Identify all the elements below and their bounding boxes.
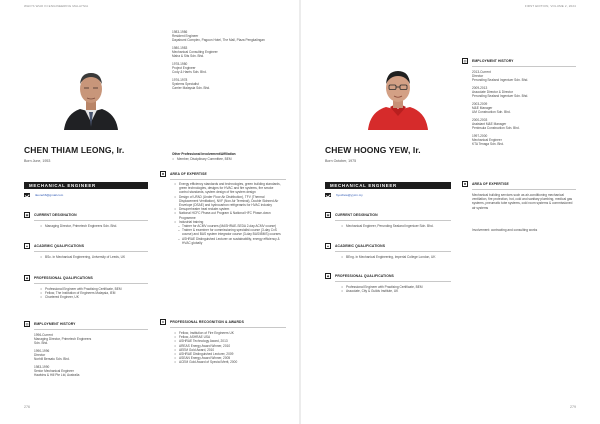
employment-years: 2000-2003 — [472, 118, 488, 122]
section-rule — [335, 220, 451, 221]
employment-entry — [472, 70, 576, 83]
academic-list-left — [40, 255, 144, 259]
profile-name-right: CHEW HOONG YEW, Ir. — [325, 145, 421, 155]
employment-org: Carrier Malaysia Sdn. Bhd. — [172, 86, 211, 91]
list-item: • Member, Disciplinary Committee, BEM — [172, 157, 284, 161]
list-item: • Desuperheater heat reclaim system — [174, 207, 282, 211]
employment-list-right — [472, 70, 576, 150]
list-subitem: – Trainer for ACMV courses (MASHRAE-SEDA 2-day ACMV course) — [174, 224, 282, 228]
list-item: • AREAS Energy Award Winner, 2010 — [174, 344, 282, 348]
discipline-bar-right: MECHANICAL ENGINEER — [325, 182, 451, 189]
graduation-cap-icon: ▲ — [25, 244, 29, 248]
section-title-academic-left: ACADEMIC QUALIFICATIONS — [34, 244, 85, 248]
employment-role: M&E Manager — [472, 106, 493, 111]
section-title-professional-right: PROFESSIONAL QUALIFICATIONS — [335, 274, 394, 278]
recognition-list-left — [174, 331, 282, 365]
page-number-right: 279 — [570, 405, 576, 409]
academic-list-right — [341, 255, 447, 259]
section-rule — [472, 66, 576, 67]
header-left: WHO'S WHO IN ENGINEERING MALAYSIA — [24, 4, 89, 8]
employment-list-left — [34, 333, 144, 381]
list-item: • Energy efficiency standards and technologies, green building standards, green technologies, designs for HVAC and fire systems, fire smoke control standards, system design of fire system design — [174, 182, 282, 195]
section-rule — [170, 327, 286, 328]
list-item: • BEng. in Mechanical Engineering, Imperial College London, UK — [341, 255, 447, 259]
employment-entry — [172, 30, 284, 43]
section-rule — [170, 179, 286, 180]
portrait-chew — [366, 60, 430, 130]
page-number-left: 276 — [24, 405, 30, 409]
email-link-left[interactable]: tleoneh6@gmail.com — [35, 193, 64, 197]
portrait-chew-image — [366, 60, 430, 130]
employment-role: Systems Specialist — [172, 82, 199, 87]
email-row-right — [325, 193, 363, 197]
section-rule — [472, 189, 576, 190]
employment-role: Mechanical Engineer — [472, 138, 502, 143]
list-item: • Fellow, The Institution of Engineers Malaysia, IEM — [40, 291, 144, 295]
section-title-employment-right: EMPLOYMENT HISTORY — [472, 59, 514, 63]
list-item: • Chartered Engineer, UK — [40, 295, 144, 299]
expertise-involvement-right: Involvement: contracting and consulting works — [472, 228, 538, 232]
building-icon: ▥ — [463, 59, 467, 63]
employment-entry — [172, 78, 284, 91]
section-rule — [34, 283, 148, 284]
portrait-chen-image — [60, 58, 122, 130]
employment-role: Resident Engineer — [172, 34, 199, 39]
professional-list-right — [341, 285, 447, 293]
employment-years: 2009-2013 — [472, 86, 488, 90]
list-item: • ACEM Gold Award of Special Merit, 2000 — [174, 360, 282, 364]
building-icon: ▥ — [25, 322, 29, 326]
employment-entry — [472, 134, 576, 147]
list-subitem: – Trainer & examiner for commissioning specialist course (3-day CxS course) and BAS system integrator course (3-day BAS/iBMS) courses — [174, 228, 282, 236]
employment-entry — [34, 365, 144, 378]
employment-years: 1978-1980 — [172, 62, 188, 66]
section-rule — [335, 251, 451, 252]
section-title-current-designation-left: CURRENT DESIGNATION — [34, 213, 77, 217]
certificate-icon: ◆ — [25, 276, 29, 280]
other-involvement-title: Other Professional Involvement/Affiliation — [172, 152, 236, 156]
employment-years: 1983-1990 — [34, 365, 50, 369]
section-rule — [335, 281, 451, 282]
profile-name-left: CHEN THIAM LEONG, Ir. — [24, 145, 125, 155]
employment-entry — [472, 86, 576, 99]
employment-org: Perunding Sealand Ingeniuer Sdn. Bhd. — [472, 94, 529, 99]
list-item: • Professional Engineer with Practising Certificate, BEM — [341, 285, 447, 289]
employment-org: Hawkins & Hill Pte Ltd, Australia — [34, 373, 80, 378]
email-link-right[interactable]: hyochew@yycm.my — [336, 193, 363, 197]
header-right: FIRST EDITION, VOLUME 2, 2024 — [524, 4, 576, 8]
gear-icon: ✱ — [161, 172, 165, 176]
employment-years: 2013-Current — [472, 70, 491, 74]
section-title-recognition-left: PROFESSIONAL RECOGNITION & AWARDS — [170, 320, 244, 324]
employment-role: Senior Mechanical Engineer — [34, 369, 74, 374]
employment-list-left-continued — [172, 30, 284, 94]
list-item: • Design of UFAD (Under Floor Air Distribution), TFV (Thermal Displacement Ventilation), NVF (Non Air Terminal), Double Skinned Air Envelope (DSAE) and hydrocarbon refrigerants for HVAC industry — [174, 195, 282, 208]
list-item: • ASHRAE Technology Award, 2013 — [174, 339, 282, 343]
employment-years: 1996-Current — [34, 333, 53, 337]
employment-org: Sdn. Bhd. — [34, 341, 48, 346]
employment-role: Assistant M&E Manager — [472, 122, 507, 127]
current-designation-list-right — [341, 224, 447, 228]
graduation-cap-icon: ▲ — [326, 244, 330, 248]
section-rule — [34, 220, 148, 221]
employment-years: 1976-1978 — [172, 78, 188, 82]
list-item: • Fellow, Institution of Fire Engineers UK — [174, 331, 282, 335]
employment-years: 2003-2009 — [472, 102, 488, 106]
employment-role: Director — [34, 353, 46, 358]
list-item: • Managing Director, Primetech Engineers Sdn. Bhd. — [40, 224, 144, 228]
section-title-employment-left: EMPLOYMENT HISTORY — [34, 322, 76, 326]
email-icon — [24, 193, 30, 197]
list-item: • Industrial training — [174, 220, 282, 224]
email-icon — [325, 193, 331, 197]
employment-org: Dayabumi Complex, Pagoon Hotel, The Mall, Plaza Pengkalingan — [172, 38, 265, 43]
birth-date-left: Born June, 1953 — [24, 159, 51, 163]
employment-entry — [172, 46, 284, 59]
discipline-bar-left: MECHANICAL ENGINEER — [24, 182, 148, 189]
list-subitem: – ASHRAE Distinguished Lecturer on sustainability, energy efficiency & HVAC globally — [174, 237, 282, 245]
section-title-expertise-right: AREA OF EXPERTISE — [472, 182, 509, 186]
employment-years: 1990-1996 — [34, 349, 50, 353]
section-title-academic-right: ACADEMIC QUALIFICATIONS — [335, 244, 386, 248]
email-row-left — [24, 193, 63, 197]
list-item: • AEEM Gold Award, 2010 — [174, 348, 282, 352]
other-involvement-list — [172, 157, 284, 161]
briefcase-icon: ▣ — [326, 213, 330, 217]
employment-role: Director — [472, 74, 484, 79]
list-item: • ASEAN Energy Award Winner, 2005 — [174, 356, 282, 360]
expertise-paragraph-right: Mechanical building services such as air-conditioning mechanical ventilation, fire protection, hot, cold and sanitary plumbing, medical gas systems, pneumatic tube systems, cold room systems & commissioned air systems — [472, 193, 573, 210]
list-item: • Fellow, ASHRAE USA — [174, 335, 282, 339]
briefcase-icon: ▣ — [25, 213, 29, 217]
employment-role: Managing Director, Primetech Engineers — [34, 337, 92, 342]
section-title-expertise-left: AREA OF EXPERTISE — [170, 172, 207, 176]
employment-years: 1997-2000 — [472, 134, 488, 138]
gear-icon: ✱ — [463, 182, 467, 186]
section-title-current-designation-right: CURRENT DESIGNATION — [335, 213, 378, 217]
list-item: • Professional Engineer with Practising Certificate, BEM — [40, 287, 144, 291]
list-item: • National HCFC Phase-out Program & National HFC Phase-down Programme — [174, 211, 282, 219]
employment-role: Project Engineer — [172, 66, 196, 71]
book-spine — [299, 0, 301, 424]
list-item: • Associate, City & Guilds Institute, UK — [341, 289, 447, 293]
list-item: • Mechanical Engineer, Perunding Sealand Ingeniuer Sdn. Bhd. — [341, 224, 447, 228]
employment-org: Cody & Harris Sdn. Bhd. — [172, 70, 207, 75]
employment-role: Mechanical Consulting Engineer — [172, 50, 218, 55]
birth-date-right: Born October, 1975 — [325, 159, 357, 163]
employment-org: Perunding Sealand Ingeniuer Sdn. Bhd. — [472, 78, 529, 83]
employment-entry — [34, 333, 144, 346]
section-rule — [34, 329, 148, 330]
employment-org: KTA Tenaga Sdn. Bhd. — [472, 142, 504, 147]
certificate-icon: ◆ — [326, 274, 330, 278]
employment-org: UM Construction Sdn. Bhd. — [472, 110, 511, 115]
employment-years: 1983-1986 — [172, 30, 188, 34]
current-designation-list-left — [40, 224, 144, 228]
employment-years: 1980-1983 — [172, 46, 188, 50]
employment-entry — [172, 62, 284, 75]
portrait-chen — [60, 58, 122, 130]
employment-entry — [34, 349, 144, 362]
employment-org: Maha & Sits Sdn. Bhd. — [172, 54, 205, 59]
list-item: • BSc. in Mechanical Engineering, University of Leeds, UK — [40, 255, 144, 259]
employment-org: Norhill Bersatu Sdn. Bhd. — [34, 357, 70, 362]
employment-org: Peninsula Construction Sdn. Bhd. — [472, 126, 520, 131]
employment-role: Associate Director & Director — [472, 90, 513, 95]
employment-entry — [472, 102, 576, 115]
employment-entry — [472, 118, 576, 131]
section-title-professional-left: PROFESSIONAL QUALIFICATIONS — [34, 276, 93, 280]
expertise-list-left — [174, 182, 282, 245]
section-rule — [34, 251, 148, 252]
list-item: • ASHRAE Distinguished Lecturer, 2009 — [174, 352, 282, 356]
professional-list-left — [40, 287, 144, 300]
award-icon: ★ — [161, 320, 165, 324]
